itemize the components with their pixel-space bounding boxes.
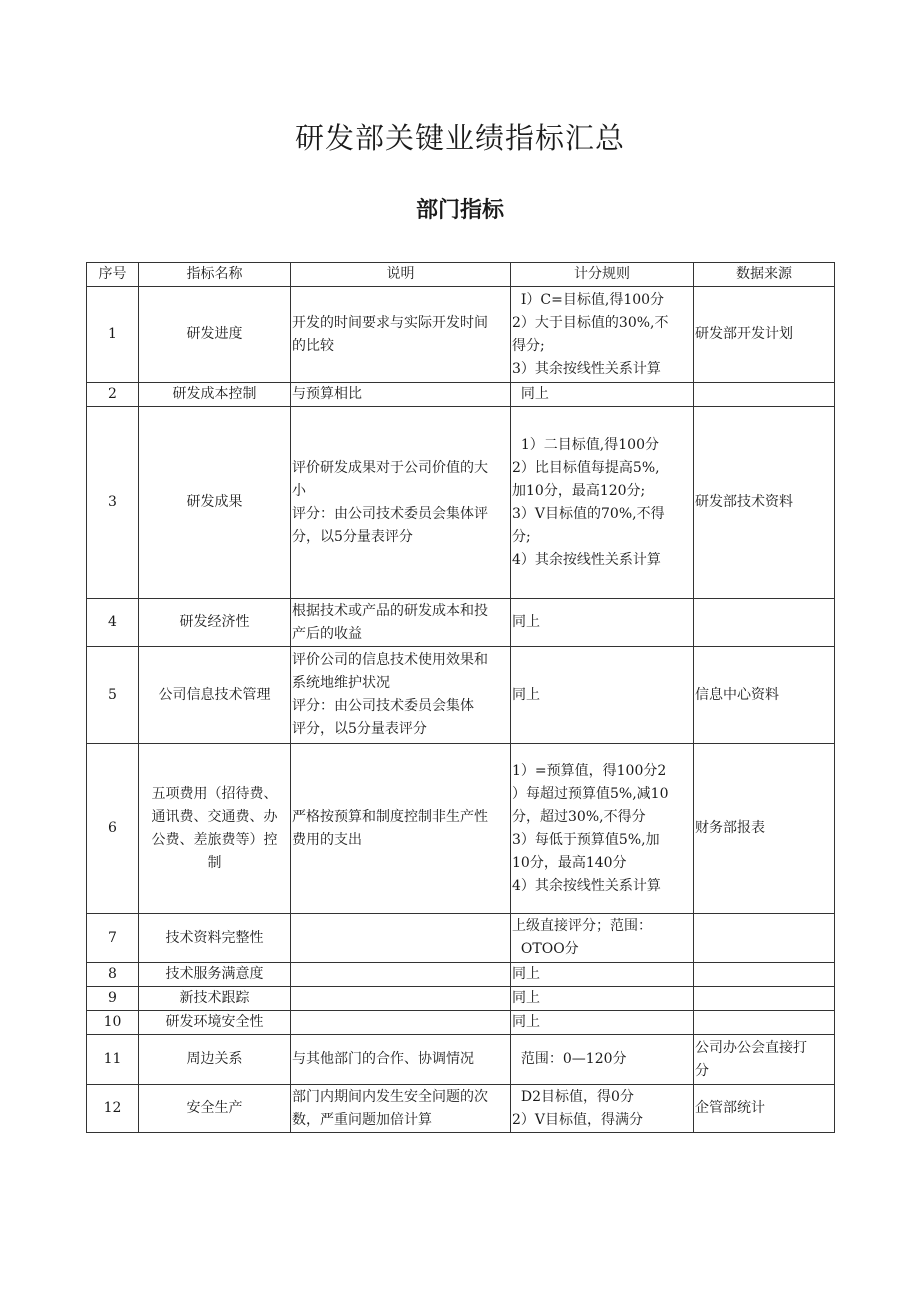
document-title: 研发部关键业绩指标汇总 <box>294 121 625 155</box>
cell-data-source <box>694 1011 835 1035</box>
cell-text-line: 1）二目标值,得100分 <box>512 436 659 453</box>
cell-text-line: 研发部技术资料 <box>695 494 793 510</box>
cell-text-line: 同上 <box>512 614 540 630</box>
cell-number: 3 <box>87 407 139 599</box>
cell-number: 4 <box>87 599 139 647</box>
cell-text-line: 产后的收益 <box>292 625 362 642</box>
cell-text-line: 2）V目标值，得满分 <box>512 1111 644 1128</box>
cell-data-source <box>694 744 835 914</box>
table-header-row <box>87 263 835 287</box>
cell-scoring-rule <box>511 647 694 744</box>
cell-text-line: 评分，以5分量表评分 <box>292 721 427 737</box>
cell-data-source <box>694 963 835 987</box>
cell-text-line: 3）其余按线性关系计算 <box>512 360 661 377</box>
cell-text-line: 公司信息技术管理 <box>158 686 271 703</box>
cell-description <box>291 744 511 914</box>
cell-text-line: 研发成果 <box>186 494 243 510</box>
section-title: 部门指标 <box>415 198 504 223</box>
cell-text-line: D2目标值，得0分 <box>512 1088 634 1105</box>
cell-text-line: 研发进度 <box>186 326 243 342</box>
cell-indicator-name <box>139 963 291 987</box>
table-row <box>87 914 835 963</box>
cell-text-line: 4）其余按线性关系计算 <box>512 877 661 894</box>
cell-text-line: 根据技术或产品的研发成本和投 <box>292 602 488 619</box>
cell-scoring-rule <box>511 1011 694 1035</box>
cell-text-line: 评价公司的信息技术使用效果和 <box>292 652 488 668</box>
table-row <box>87 987 835 1011</box>
cell-text-line: 数，严重问题加倍计算 <box>292 1111 432 1128</box>
cell-text-line: 公费、差旅费等）控 <box>151 831 278 848</box>
cell-scoring-rule <box>511 383 694 407</box>
cell-scoring-rule <box>511 1035 694 1085</box>
cell-scoring-rule <box>511 963 694 987</box>
cell-indicator-name <box>139 914 291 963</box>
cell-data-source <box>694 914 835 963</box>
cell-number: 2 <box>87 383 139 407</box>
cell-text-line: 公司办公会直接打 <box>695 1039 807 1056</box>
cell-text-line: 4）其余按线性关系计算 <box>512 551 661 568</box>
table-row <box>87 647 835 744</box>
cell-description <box>291 287 511 383</box>
table-row <box>87 287 835 383</box>
cell-scoring-rule <box>511 287 694 383</box>
cell-number: 5 <box>87 647 139 744</box>
cell-data-source <box>694 1035 835 1085</box>
cell-scoring-rule <box>511 1085 694 1133</box>
table-row <box>87 744 835 914</box>
table-row <box>87 599 835 647</box>
cell-text-line: 评分：由公司技术委员会集体 <box>292 698 474 714</box>
cell-indicator-name <box>139 744 291 914</box>
cell-data-source <box>694 407 835 599</box>
cell-text-line: 企管部统计 <box>695 1100 765 1116</box>
table-row <box>87 1085 835 1133</box>
cell-text-line: 安全生产 <box>186 1100 243 1116</box>
cell-number: 6 <box>87 744 139 914</box>
cell-text-line: 研发部开发计划 <box>695 326 793 342</box>
cell-indicator-name <box>139 287 291 383</box>
cell-text-line: 得分; <box>512 337 545 354</box>
cell-text-line: 10分，最高140分 <box>512 854 627 871</box>
cell-text-line: 分，超过30%,不得分 <box>512 808 646 825</box>
cell-text-line: 严格按预算和制度控制非生产性 <box>292 808 488 825</box>
cell-description <box>291 599 511 647</box>
header-indicator-name: 指标名称 <box>139 263 291 287</box>
cell-text-line: 评分：由公司技术委员会集体评 <box>292 505 488 522</box>
cell-scoring-rule <box>511 407 694 599</box>
cell-text-line: 2）大于目标值的30%,不 <box>512 314 669 331</box>
cell-text-line: 同上 <box>512 386 549 402</box>
cell-text-line: 技术资料完整性 <box>165 929 264 946</box>
cell-text-line: 1）=预算值，得100分2 <box>512 762 667 779</box>
cell-data-source <box>694 647 835 744</box>
table-row <box>87 383 835 407</box>
cell-text-line: 3）V目标值的70%,不得 <box>512 505 665 522</box>
cell-data-source <box>694 383 835 407</box>
cell-number: 7 <box>87 914 139 963</box>
cell-indicator-name <box>139 407 291 599</box>
cell-text-line: 新技术跟踪 <box>179 990 250 1006</box>
cell-text-line: 2）比目标值每提高5%, <box>512 459 660 476</box>
kpi-table <box>86 262 835 1133</box>
header-scoring-rule: 计分规则 <box>511 263 694 287</box>
cell-description <box>291 914 511 963</box>
cell-text-line: 开发的时间要求与实际开发时间 <box>292 314 488 331</box>
cell-text-line: ）每超过预算值5%,减10 <box>512 785 669 802</box>
cell-description <box>291 963 511 987</box>
cell-description <box>291 407 511 599</box>
cell-text-line: 技术服务满意度 <box>165 966 264 982</box>
cell-indicator-name <box>139 647 291 744</box>
cell-text-line: 信息中心资料 <box>695 686 779 703</box>
cell-text-line: 分; <box>512 528 531 545</box>
cell-text-line: OTOO分 <box>512 941 579 957</box>
cell-text-line: 部门内期间内发生安全问题的次 <box>292 1088 488 1105</box>
cell-text-line: 研发环境安全性 <box>165 1014 264 1030</box>
cell-text-line: 五项费用（招待费、 <box>151 785 278 802</box>
cell-text-line: 财务部报表 <box>695 820 765 836</box>
cell-scoring-rule <box>511 914 694 963</box>
cell-text-line: 上级直接评分；范围： <box>512 918 652 934</box>
cell-text-line: 的比较 <box>292 337 334 354</box>
cell-description <box>291 1085 511 1133</box>
table-row <box>87 1035 835 1085</box>
cell-scoring-rule <box>511 987 694 1011</box>
cell-indicator-name <box>139 1035 291 1085</box>
cell-text-line: 通讯费、交通费、办 <box>151 808 278 825</box>
cell-text-line: 费用的支出 <box>292 831 362 848</box>
cell-text-line: 同上 <box>512 1014 540 1030</box>
cell-number: 8 <box>87 963 139 987</box>
cell-number: 11 <box>87 1035 139 1085</box>
cell-number: 10 <box>87 1011 139 1035</box>
header-data-source: 数据来源 <box>694 263 835 287</box>
cell-text-line: 3）每低于预算值5%,加 <box>512 831 660 848</box>
cell-scoring-rule <box>511 599 694 647</box>
cell-data-source <box>694 287 835 383</box>
cell-description <box>291 383 511 407</box>
cell-scoring-rule <box>511 744 694 914</box>
cell-text-line: 同上 <box>512 686 540 703</box>
cell-description <box>291 1035 511 1085</box>
cell-description <box>291 647 511 744</box>
cell-text-line: 同上 <box>512 990 540 1006</box>
cell-indicator-name <box>139 599 291 647</box>
table-body <box>87 287 835 1133</box>
cell-text-line: 分，以5分量表评分 <box>292 528 413 545</box>
cell-text-line: 制 <box>207 854 222 871</box>
cell-indicator-name <box>139 383 291 407</box>
header-number: 序号 <box>87 263 139 287</box>
cell-text-line: 研发经济性 <box>179 614 250 630</box>
cell-text-line: I）C=目标值,得100分 <box>512 291 665 308</box>
cell-text-line: 小 <box>292 482 306 499</box>
cell-description <box>291 1011 511 1035</box>
cell-text-line: 周边关系 <box>186 1051 243 1067</box>
cell-indicator-name <box>139 987 291 1011</box>
cell-text-line: 评价研发成果对于公司价值的大 <box>292 459 488 476</box>
header-description: 说明 <box>291 263 511 287</box>
cell-text-line: 研发成本控制 <box>172 386 257 402</box>
cell-text-line: 同上 <box>512 966 540 982</box>
table-row <box>87 1011 835 1035</box>
cell-data-source <box>694 1085 835 1133</box>
cell-data-source <box>694 599 835 647</box>
cell-number: 12 <box>87 1085 139 1133</box>
cell-number: 9 <box>87 987 139 1011</box>
cell-data-source <box>694 987 835 1011</box>
cell-text-line: 分 <box>695 1062 709 1079</box>
cell-text-line: 与其他部门的合作、协调情况 <box>292 1051 474 1067</box>
cell-indicator-name <box>139 1011 291 1035</box>
cell-text-line: 加10分，最高120分; <box>512 482 646 499</box>
cell-number: 1 <box>87 287 139 383</box>
cell-description <box>291 987 511 1011</box>
cell-text-line: 系统地维护状况 <box>292 675 390 691</box>
cell-indicator-name <box>139 1085 291 1133</box>
table-row <box>87 407 835 599</box>
cell-text-line: 与预算相比 <box>292 386 362 402</box>
cell-text-line: 范围：0—120分 <box>512 1051 627 1067</box>
table-row <box>87 963 835 987</box>
